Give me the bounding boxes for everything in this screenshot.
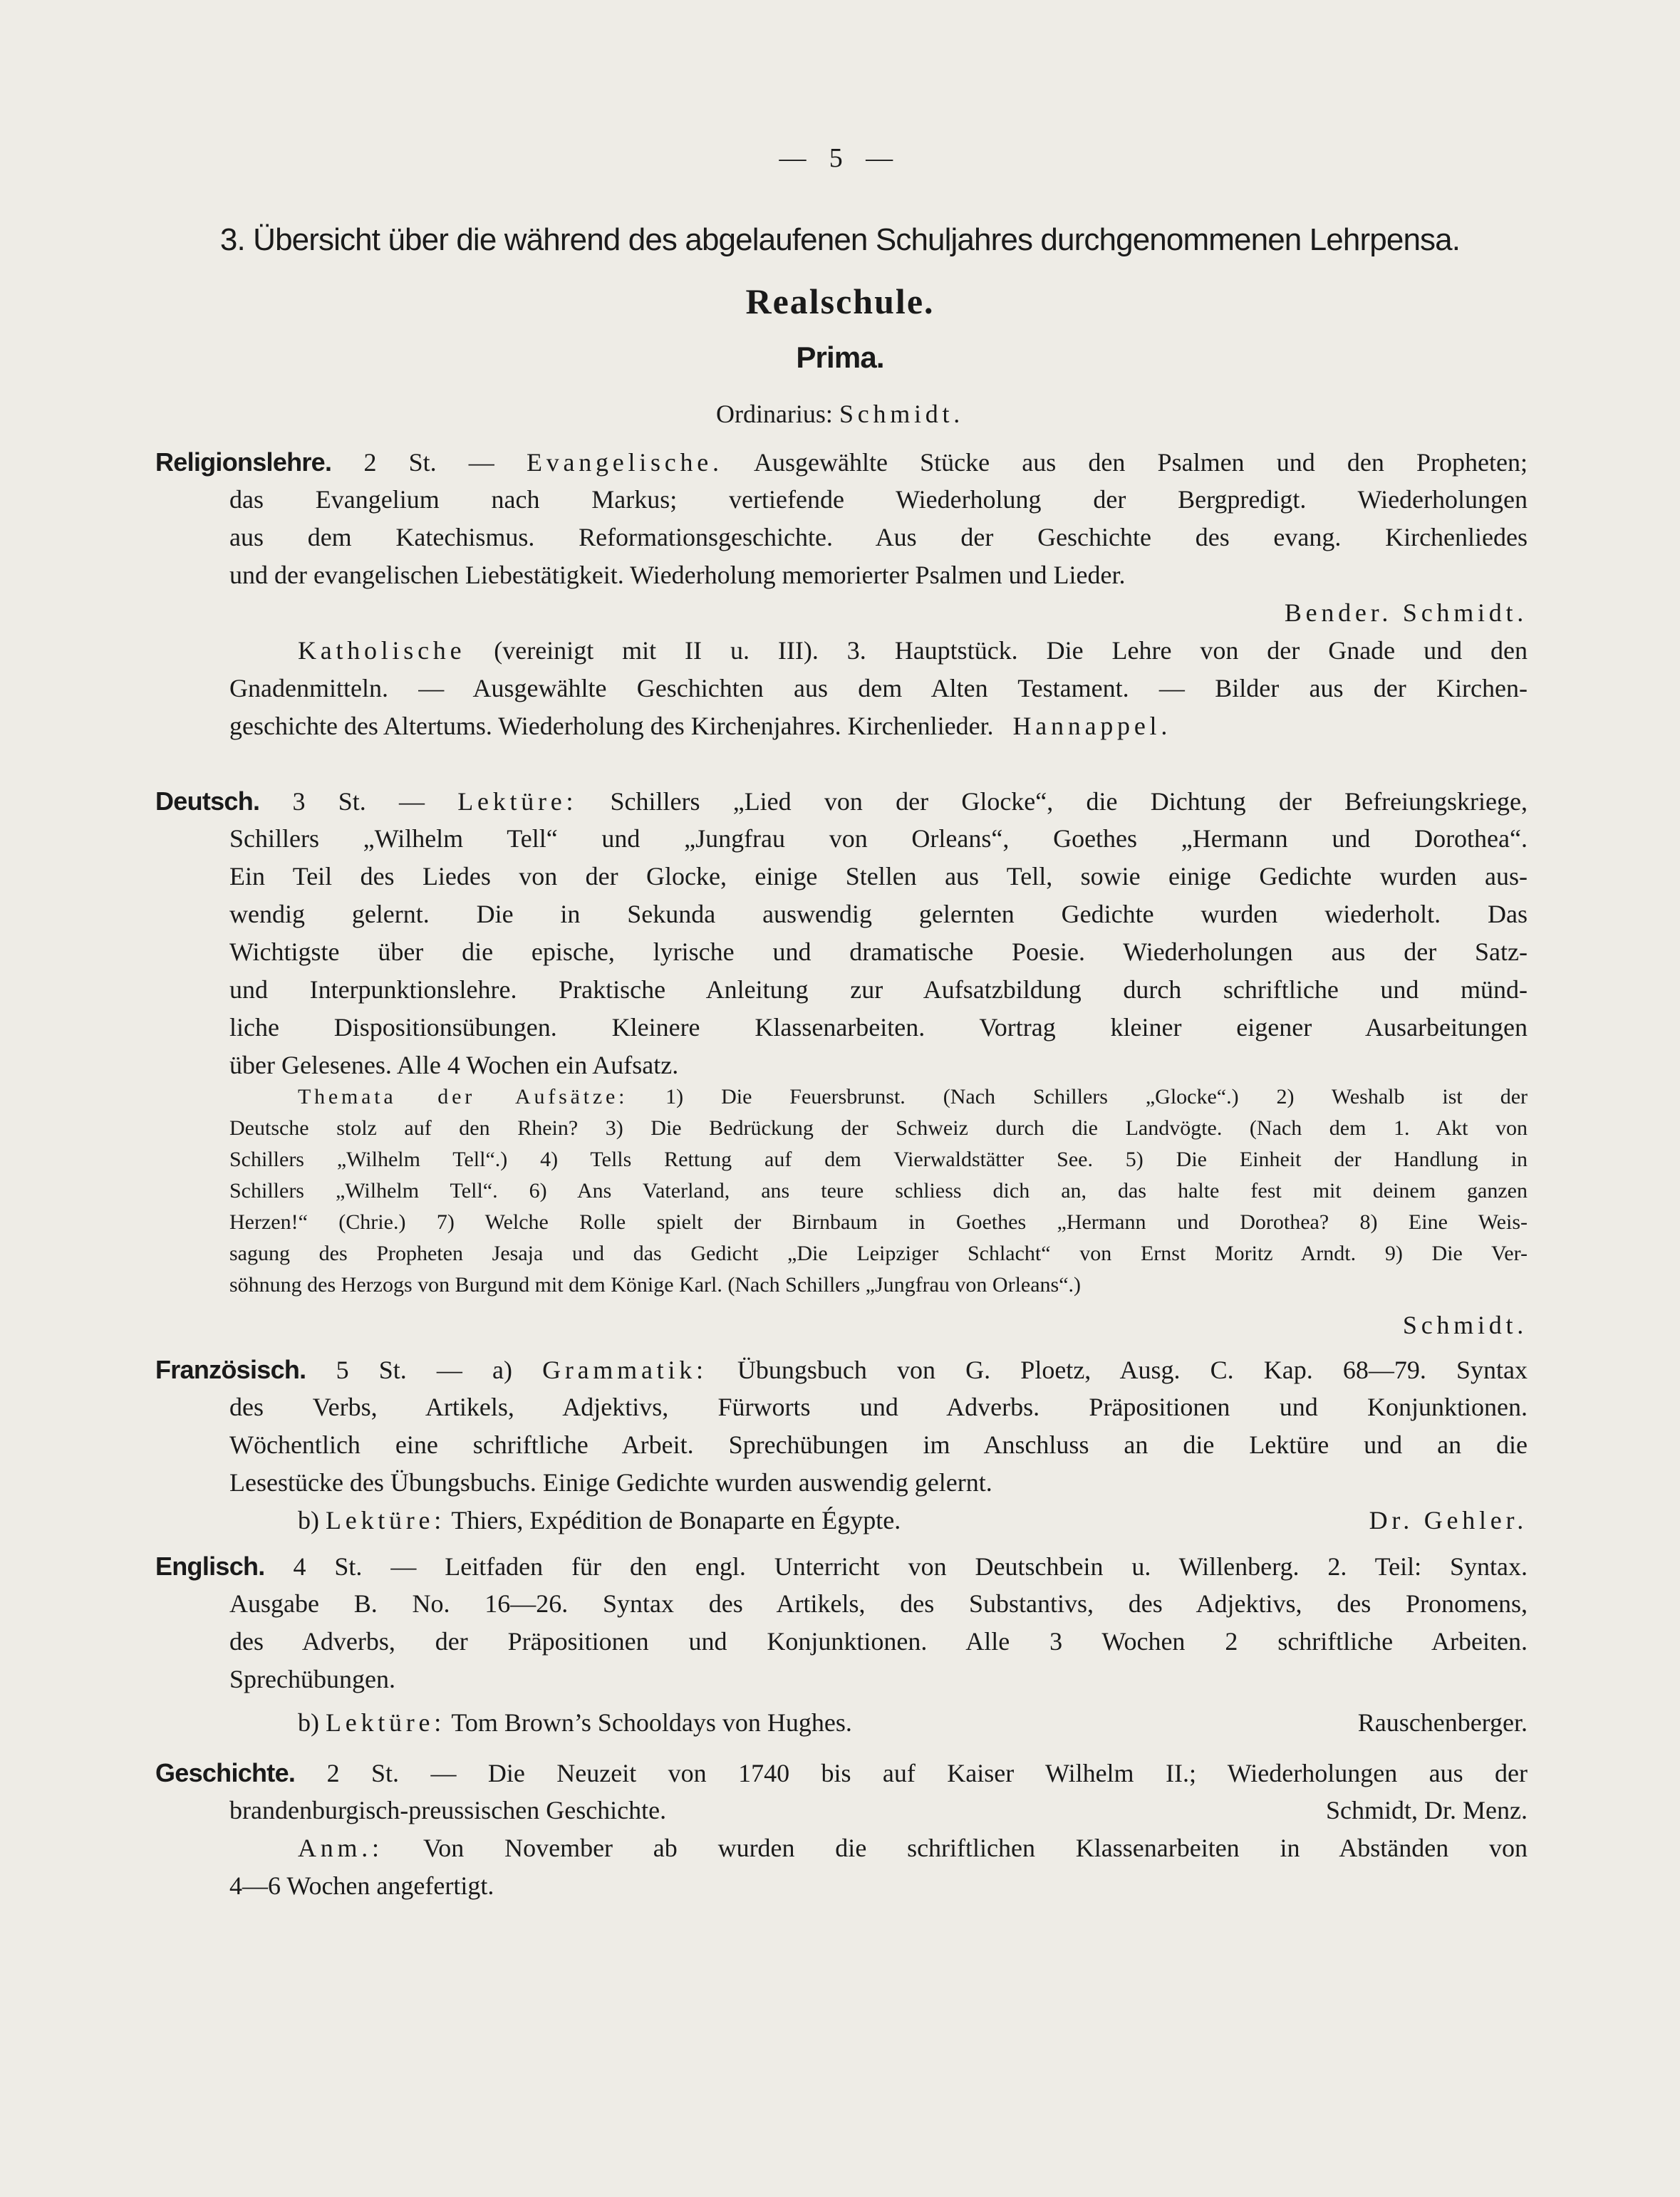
ordinarius-label: Ordinarius: bbox=[715, 400, 833, 428]
evangelisch-body bbox=[229, 481, 1528, 745]
englisch-lektuere-line bbox=[229, 1704, 1528, 1742]
franzoesisch-lektuere-line bbox=[229, 1502, 1528, 1539]
religion-hours: 2 St. — bbox=[363, 448, 494, 477]
text-line: liche Dispositionsübungen. Kleinere Klassenarbeiten. Vortrag kleiner eigener Ausarbeitungen bbox=[229, 1013, 1528, 1042]
franzoesisch-section bbox=[155, 1351, 1528, 1389]
geschichte-heading: Geschichte. bbox=[155, 1758, 296, 1787]
englisch-body bbox=[229, 1585, 1528, 1742]
anmerkung-line-2: 4—6 Wochen angefertigt. bbox=[229, 1871, 494, 1900]
themata-block bbox=[229, 1081, 1528, 1301]
text-line: Schillers „Wilhelm Tell“ und „Jungfrau von Orleans“, Goethes „Hermann und Dorothea“. bbox=[229, 824, 1528, 853]
themata-line: Deutsche stolz auf den Rhein? 3) Die Bedrückung der Schweiz durch die Landvögte. (Nach dem 1. Akt von bbox=[229, 1116, 1528, 1140]
englisch-line-1 bbox=[155, 1547, 1528, 1586]
geschichte-body bbox=[229, 1792, 1528, 1905]
ordinarius-name: Schmidt. bbox=[839, 400, 965, 428]
text-line: und der evangelischen Liebestätigkeit. Wiederholung memorierter Psalmen und Lieder. bbox=[229, 561, 1126, 589]
geschichte-teacher: Schmidt, Dr. Menz. bbox=[1326, 1796, 1528, 1824]
text-line: das Evangelium nach Markus; vertiefende Wiederholung der Bergpredigt. Wiederholungen bbox=[229, 485, 1528, 514]
geschichte-text: 2 St. — Die Neuzeit von 1740 bis auf Kaiser Wilhelm II.; Wiederholungen aus der bbox=[326, 1759, 1528, 1787]
anmerkung-label: Anm.: bbox=[298, 1834, 383, 1862]
katholisch-text: geschichte des Altertums. Wiederholung des Kirchenjahres. Kirchenlieder. bbox=[229, 712, 994, 740]
englisch-teacher: Rauschenberger. bbox=[1357, 1708, 1528, 1737]
text-line: über Gelesenes. Alle 4 Wochen ein Aufsatz. bbox=[229, 1051, 679, 1079]
text-line: aus dem Katechismus. Reformationsgeschichte. Aus der Geschichte des evang. Kirchenliedes bbox=[229, 523, 1528, 551]
text-line: und Interpunktionslehre. Praktische Anleitung zur Aufsatzbildung durch schriftliche und münd- bbox=[229, 975, 1528, 1004]
evangelisch-teachers: Bender. Schmidt. bbox=[1284, 598, 1528, 627]
themata-line: sagung des Propheten Jesaja und das Gedicht „Die Leipziger Schlacht“ von Ernst Moritz Arndt. 9) Die Ver- bbox=[229, 1242, 1528, 1265]
text-line: Lesestücke des Übungsbuchs. Einige Gedichte wurden auswendig gelernt. bbox=[229, 1468, 992, 1497]
lektuere-text: Tom Brown’s Schooldays von Hughes. bbox=[451, 1708, 852, 1737]
lektuere-label: Lektüre: bbox=[457, 787, 578, 816]
evangelisch-label: Evangelische. bbox=[526, 448, 723, 477]
text-line: des Adverbs, der Präpositionen und Konjunktionen. Alle 3 Wochen 2 schriftliche Arbeiten. bbox=[229, 1627, 1528, 1656]
lektuere-entry bbox=[298, 1704, 852, 1742]
franzoesisch-text: Übungsbuch von G. Ploetz, Ausg. C. Kap. 68—79. Syntax bbox=[737, 1356, 1528, 1384]
page-number: — 5 — bbox=[779, 143, 901, 173]
religion-heading: Religionslehre. bbox=[155, 447, 332, 477]
franzoesisch-hours: 5 St. — a) bbox=[336, 1356, 513, 1384]
ordinarius-line bbox=[0, 399, 1680, 429]
themata-text: 1) Die Feuersbrunst. (Nach Schillers „Glocke“.) 2) Weshalb ist der bbox=[665, 1085, 1528, 1108]
anmerkung-line-1 bbox=[229, 1829, 1528, 1867]
anmerkung-text: Von November ab wurden die schriftlichen Klassenarbeiten in Abständen von bbox=[422, 1834, 1528, 1862]
katholisch-line-1 bbox=[229, 632, 1528, 670]
deutsch-body bbox=[229, 820, 1528, 1084]
deutsch-teacher: Schmidt. bbox=[1402, 1311, 1528, 1339]
section-title: 3. Übersicht über die während des abgelaufenen Schuljahres durchgenommenen Lehrpensa. bbox=[219, 222, 1461, 257]
lektuere-label: Lektüre: bbox=[326, 1506, 446, 1534]
text-line: Wichtigste über die epische, lyrische und dramatische Poesie. Wiederholungen aus der Satz- bbox=[229, 938, 1528, 966]
geschichte-section bbox=[155, 1754, 1528, 1792]
themata-line: söhnung des Herzogs von Burgund mit dem Könige Karl. (Nach Schillers „Jungfrau von Orleans“.) bbox=[229, 1273, 1082, 1297]
deutsch-heading: Deutsch. bbox=[155, 786, 260, 816]
englisch-text: 4 St. — Leitfaden für den engl. Unterricht von Deutschbein u. Willenberg. 2. Teil: Syntax. bbox=[293, 1552, 1528, 1581]
englisch-section bbox=[155, 1547, 1528, 1586]
katholisch-last-line bbox=[229, 707, 1528, 745]
franzoesisch-heading: Französisch. bbox=[155, 1355, 306, 1384]
franzoesisch-line-1 bbox=[155, 1351, 1528, 1389]
text-line: Gnadenmitteln. — Ausgewählte Geschichten aus dem Alten Testament. — Bilder aus der Kirchen- bbox=[229, 674, 1528, 702]
lektuere-label: Lektüre: bbox=[326, 1708, 446, 1737]
grammatik-label: Grammatik: bbox=[542, 1356, 707, 1384]
franzoesisch-body bbox=[229, 1388, 1528, 1539]
religion-section bbox=[155, 443, 1528, 482]
themata-line: Schillers „Wilhelm Tell“.) 4) Tells Rettung auf dem Vierwaldstätter See. 5) Die Einheit der Handlung in bbox=[229, 1148, 1528, 1171]
text-line: Ausgabe B. No. 16—26. Syntax des Artikels, des Substantivs, des Adjektivs, des Pronomens, bbox=[229, 1589, 1528, 1618]
geschichte-line-1 bbox=[155, 1754, 1528, 1792]
themata-label: Themata der Aufsätze: bbox=[298, 1085, 628, 1108]
deutsch-section bbox=[155, 782, 1528, 821]
themata-line: Schillers „Wilhelm Tell“. 6) Ans Vaterland, ans teure schliess dich an, das halte fest mit deinem ganzen bbox=[229, 1179, 1528, 1203]
religion-line-1 bbox=[155, 443, 1528, 482]
katholisch-teacher: Hannappel. bbox=[1012, 712, 1172, 740]
text-line: Ein Teil des Liedes von der Glocke, einige Stellen aus Tell, sowie einige Gedichte wurden aus- bbox=[229, 862, 1528, 890]
evangelisch-text: Ausgewählte Stücke aus den Psalmen und den Propheten; bbox=[753, 448, 1528, 477]
geschichte-text: brandenburgisch-preussischen Geschichte. bbox=[229, 1796, 667, 1824]
text-line: des Verbs, Artikels, Adjektivs, Fürworts und Adverbs. Präpositionen und Konjunktionen. bbox=[229, 1393, 1528, 1421]
school-type-heading: Realschule. bbox=[745, 281, 935, 321]
lektuere-text: Thiers, Expédition de Bonaparte en Égypte. bbox=[451, 1506, 901, 1534]
deutsch-text: Schillers „Lied von der Glocke“, die Dichtung der Befreiungskriege, bbox=[610, 787, 1528, 816]
deutsch-line-1 bbox=[155, 782, 1528, 821]
englisch-heading: Englisch. bbox=[155, 1552, 265, 1581]
text-line: wendig gelernt. Die in Sekunda auswendig gelernten Gedichte wurden wiederholt. Das bbox=[229, 900, 1528, 928]
deutsch-hours: 3 St. — bbox=[292, 787, 425, 816]
class-heading: Prima. bbox=[796, 341, 884, 374]
katholisch-label: Katholische bbox=[298, 636, 466, 665]
franzoesisch-teacher: Dr. Gehler. bbox=[1369, 1506, 1528, 1534]
geschichte-line-2 bbox=[229, 1792, 1528, 1829]
text-line: Sprechübungen. bbox=[229, 1665, 395, 1693]
katholisch-text: (vereinigt mit II u. III). 3. Hauptstück. Die Lehre von der Gnade und den bbox=[494, 636, 1528, 665]
lektuere-entry bbox=[298, 1502, 901, 1539]
themata-line: Herzen!“ (Chrie.) 7) Welche Rolle spielt der Birnbaum in Goethes „Hermann und Dorothea? 8) Eine Weis- bbox=[229, 1210, 1528, 1234]
text-line: Wöchentlich eine schriftliche Arbeit. Sprechübungen im Anschluss an die Lektüre und an die bbox=[229, 1430, 1528, 1459]
lektuere-prefix: b) bbox=[298, 1708, 319, 1737]
lektuere-prefix: b) bbox=[298, 1506, 319, 1534]
themata-line-1 bbox=[229, 1081, 1528, 1113]
